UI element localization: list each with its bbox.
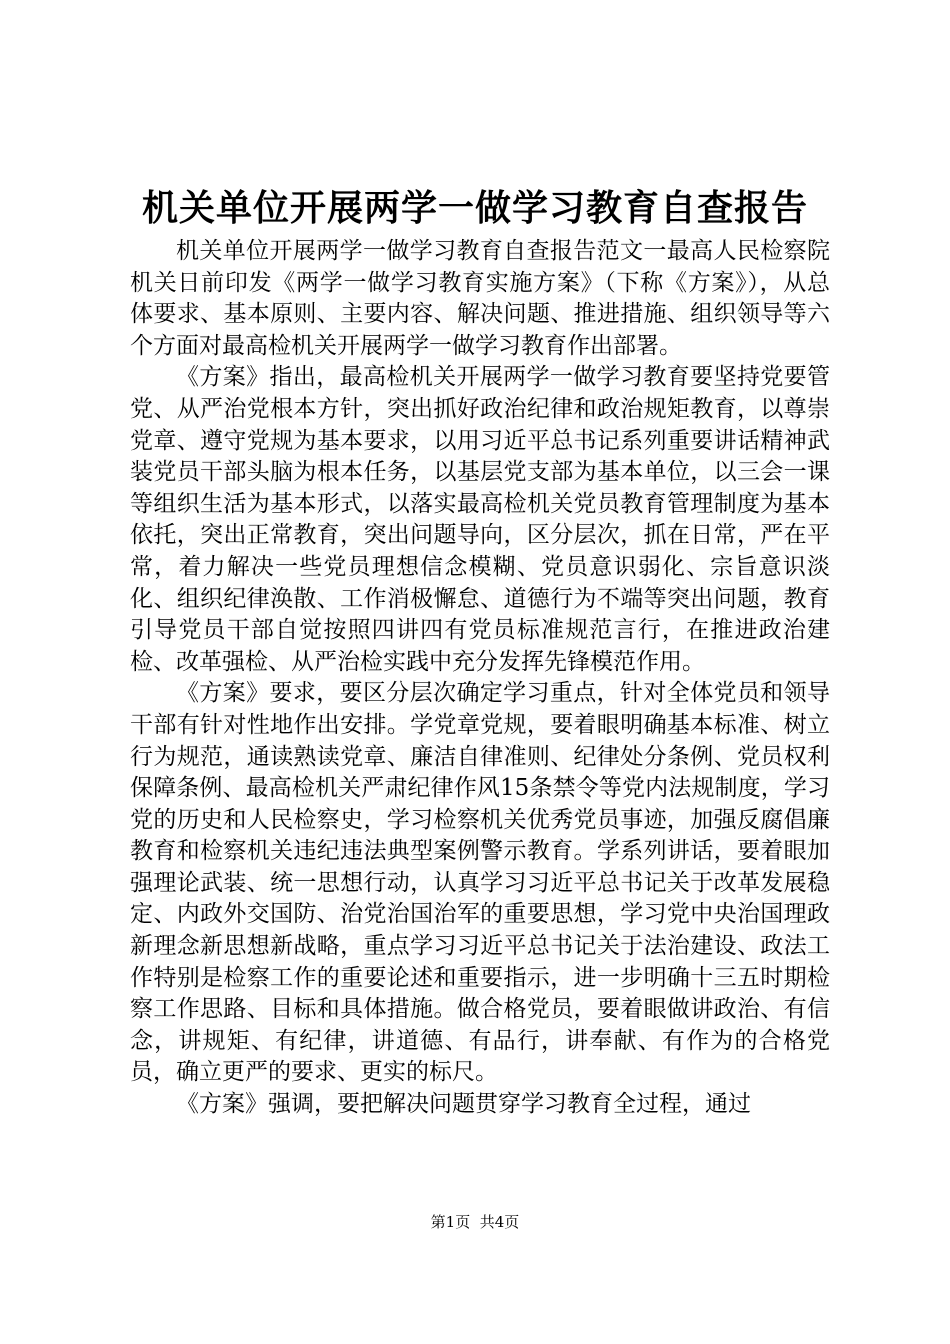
document-body (130, 236, 830, 1121)
page-number: 第1页 (430, 1213, 471, 1231)
paragraph-1: 机关单位开展两学一做学习教育自查报告范文一最高人民检察院机关日前印发《两学一做学习教育实施方案》（下称《方案》），从总体要求、基本原则、主要内容、解决问题、推进措施、组织领导等六个方面对最高检机关开展两学一做学习教育作出部署。 (130, 238, 830, 359)
page-footer (0, 1212, 950, 1232)
paragraph-2: 《方案》指出，最高检机关开展两学一做学习教育要坚持党要管党、从严治党根本方针，突出抓好政治纪律和政治规矩教育，以尊崇党章、遵守党规为基本要求，以用习近平总书记系列重要讲话精神武装党员干部头脑为根本任务，以基层党支部为基本单位，以三会一课等组织生活为基本形式，以落实最高检机关党员教育管理制度为基本依托，突出正常教育，突出问题导向，区分层次，抓在日常，严在平常，着力解决一些党员理想信念模糊、党员意识弱化、宗旨意识淡化、组织纪律涣散、工作消极懈怠、道德行为不端等突出问题，教育引导党员干部自觉按照四讲四有党员标准规范言行，在推进政治建检、改革强检、从严治检实践中充分发挥先锋模范作用。 (130, 364, 830, 675)
page-total: 共4页 (479, 1213, 520, 1231)
paragraph-3: 《方案》要求，要区分层次确定学习重点，针对全体党员和领导干部有针对性地作出安排。学党章党规，要着眼明确基本标准、树立行为规范，通读熟读党章、廉洁自律准则、纪律处分条例、党员权利保障条例、最高检机关严肃纪律作风15条禁令等党内法规制度，学习党的历史和人民检察史，学习检察机关优秀党员事迹，加强反腐倡廉教育和检察机关违纪违法典型案例警示教育。学系列讲话，要着眼加强理论武装、统一思想行动，认真学习习近平总书记关于改革发展稳定、内政外交国防、治党治国治军的重要思想，学习党中央治国理政新理念新思想新战略，重点学习习近平总书记关于法治建设、政法工作特别是检察工作的重要论述和重要指示，进一步明确十三五时期检察工作思路、目标和具体措施。做合格党员，要着眼做讲政治、有信念，讲规矩、有纪律，讲道德、有品行，讲奉献、有作为的合格党员，确立更严的要求、更实的标尺。 (130, 680, 830, 1086)
document-title: 机关单位开展两学一做学习教育自查报告 (141, 187, 808, 229)
paragraph-4: 《方案》强调，要把解决问题贯穿学习教育全过程，通过 (176, 1091, 751, 1118)
